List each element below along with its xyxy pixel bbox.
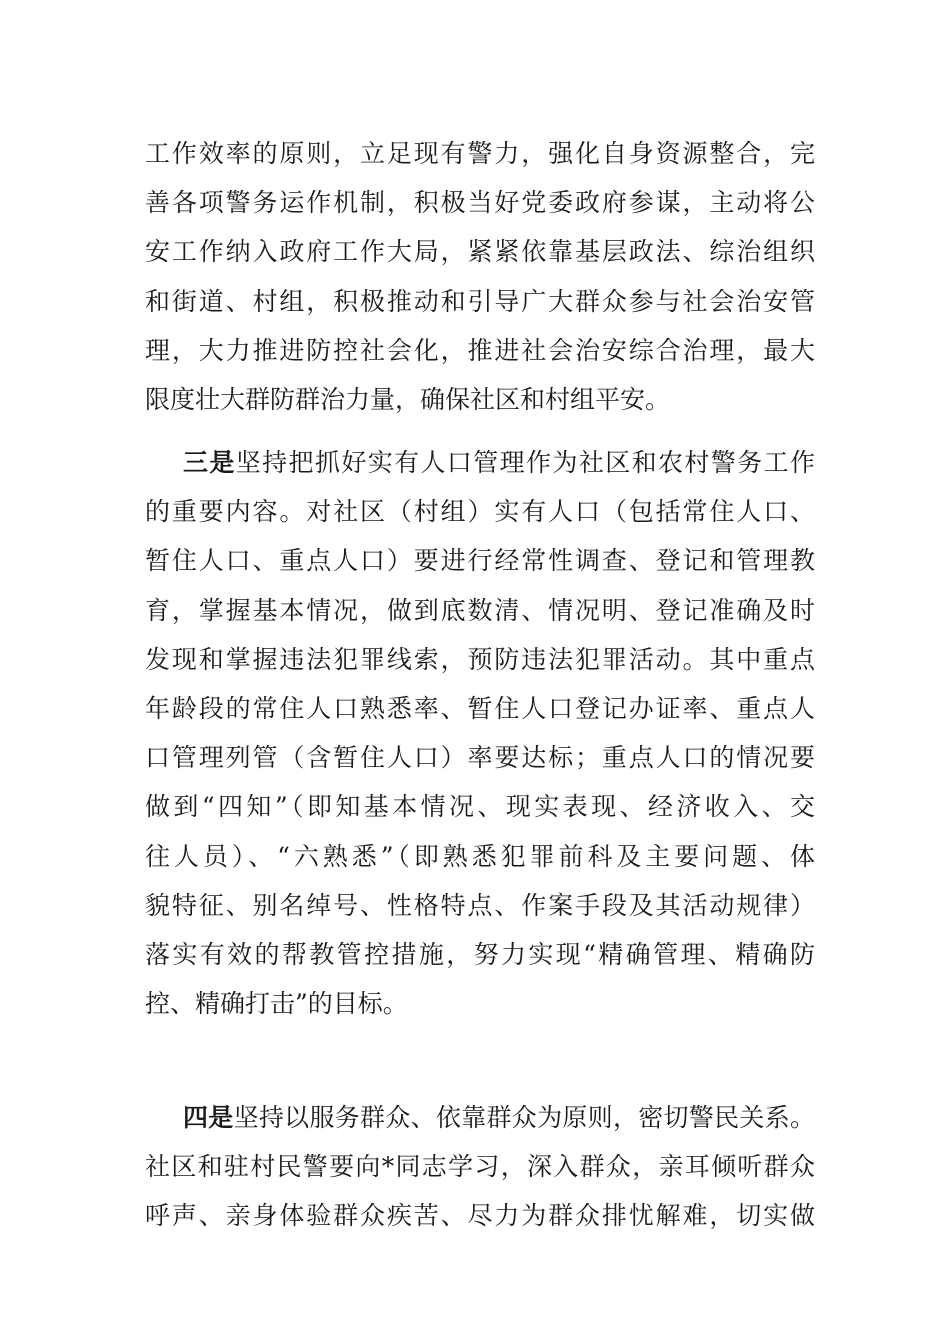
paragraph-2 (145, 438, 815, 1028)
paragraph-1 (145, 129, 815, 424)
paragraph-first-text: 坚持以服务群众、依靠群众为原则，密切警民关系。 (233, 1103, 815, 1132)
paragraph-first-line (145, 438, 815, 487)
paragraph-line: 限度壮大群防群治力量，确保社区和村组平安。 (145, 384, 671, 414)
paragraph-line: 善各项警务运作机制，积极当好党委政府参谋，主动将公 (145, 188, 815, 218)
paragraph-line: 暂住人口、重点人口）要进行经常性调查、登记和管理教 (145, 546, 815, 576)
paragraph-line: 社区和驻村民警要向*同志学习，深入群众，亲耳倾听群众 (145, 1152, 815, 1182)
paragraph-first-text: 坚持把抓好实有人口管理作为社区和农村警务工作 (235, 448, 815, 477)
paragraph-line: 貌特征、别名绰号、性格特点、作案手段及其活动规律） (145, 890, 815, 920)
paragraph-line: 落实有效的帮教管控措施，努力实现“精确管理、精确防 (145, 939, 815, 969)
paragraph-3 (145, 1093, 815, 1241)
paragraph-line: 呼声、亲身体验群众疾苦、尽力为群众排忧解难，切实做 (145, 1201, 815, 1231)
paragraph-line: 口管理列管（含暂住人口）率要达标；重点人口的情况要 (145, 743, 815, 773)
paragraph-line: 做到“四知”（即知基本情况、现实表现、经济收入、交 (145, 792, 815, 822)
paragraph-line: 控、精确打击”的目标。 (145, 989, 408, 1019)
paragraph-line: 年龄段的常住人口熟悉率、暂住人口登记办证率、重点人 (145, 693, 815, 723)
paragraph-first-line (145, 1093, 815, 1142)
paragraph-line: 和街道、村组，积极推动和引导广大群众参与社会治安管 (145, 286, 815, 316)
paragraph-line: 发现和掌握违法犯罪线索，预防违法犯罪活动。其中重点 (145, 644, 815, 674)
paragraph-line: 育，掌握基本情况，做到底数清、情况明、登记准确及时 (145, 595, 815, 625)
paragraph-line: 工作效率的原则，立足现有警力，强化自身资源整合，完 (145, 139, 815, 168)
paragraph-lead: 四是 (183, 1103, 234, 1132)
paragraph-line: 的重要内容。对社区（村组）实有人口（包括常住人口、 (145, 497, 815, 527)
paragraph-line: 理，大力推进防控社会化，推进社会治安综合治理，最大 (145, 335, 815, 365)
paragraph-line: 往人员）、“六熟悉”（即熟悉犯罪前科及主要问题、体 (145, 841, 815, 871)
paragraph-lead: 三是 (183, 448, 236, 477)
paragraph-line: 安工作纳入政府工作大局，紧紧依靠基层政法、综治组织 (145, 237, 815, 267)
